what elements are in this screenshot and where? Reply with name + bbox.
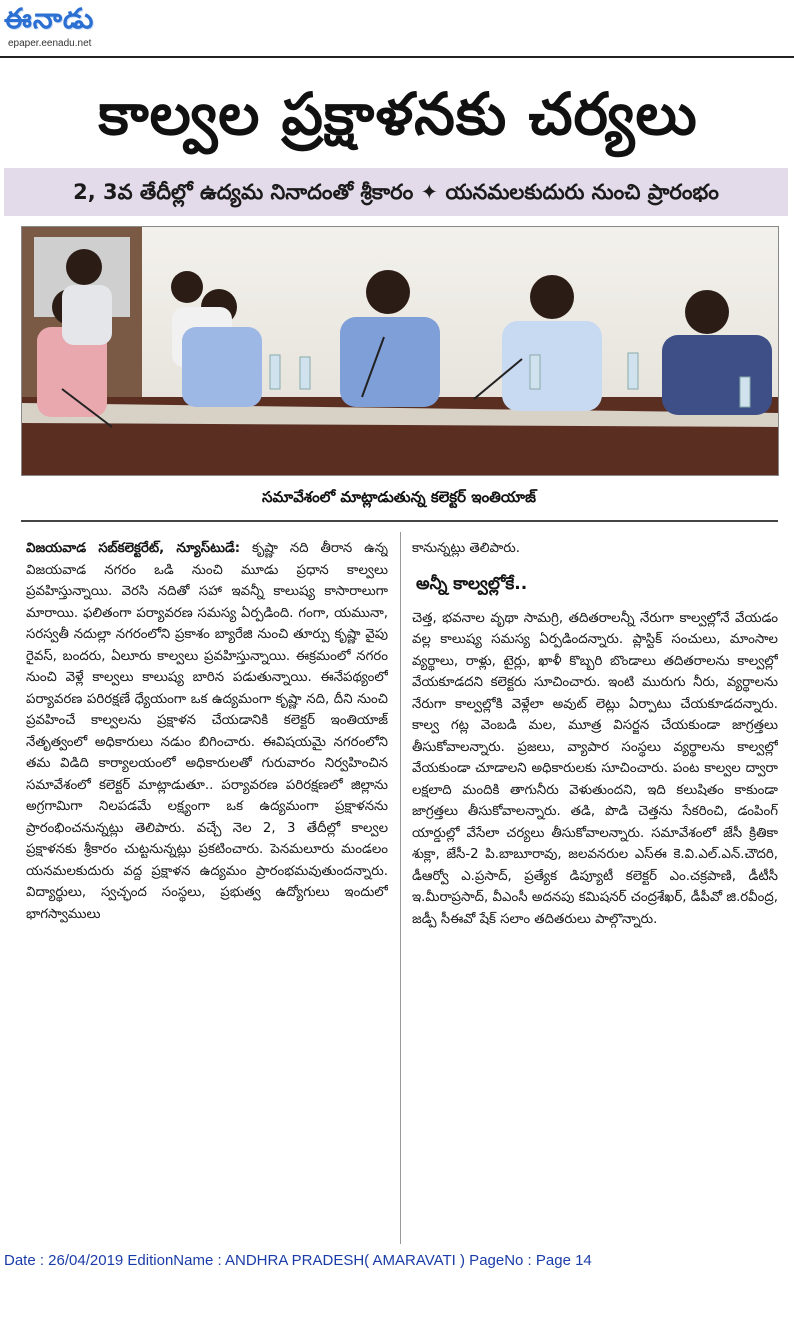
meeting-photo xyxy=(21,226,779,476)
edition-footer: Date : 26/04/2019 EditionName : ANDHRA PRADESH( AMARAVATI ) PageNo : Page 14 xyxy=(4,1252,592,1269)
article-body-right-lead: కానున్నట్లు తెలిపారు. xyxy=(412,541,520,556)
article-subheading: అన్నీ కాల్వల్లోకే.. xyxy=(416,573,528,594)
article-column-right xyxy=(412,538,778,1250)
epaper-url: epaper.eenadu.net xyxy=(8,38,92,49)
article-headline: కాల్వల ప్రక్షాళనకు చర్యలు xyxy=(98,80,698,148)
meeting-photo-illustration xyxy=(22,227,778,475)
subheadline-banner xyxy=(4,168,788,216)
article-body-right: చెత్త, భవనాల వృథా సామగ్రి, తదితరాలన్నీ నేరుగా కాల్వల్లోనే వేయడం వల్ల కాలుష్య సమస్య ఏర్పడిందన్నారు. ప్లాస్టిక్ సంచులు, మాంసాల వ్యర్థాలు, రాళ్లు, టైర్లు, ఖాళీ కొబ్బరి బొండాలు తదితరాలను కాల్వల్లో వేయకూడదని కలెక్టరు సూచించారు. ఇంటి మురుగు నీరు, వ్యర్థాలను నేరుగా కాల్వల్లోకి వెళ్లేలా అవుట్ లెట్లు ఏర్పాటు చేయకూడదన్నారు. కాల్వ గట్ల వెంబడి మల, మూత్ర విసర్జన చేయకుండా జాగ్రత్తలు తీసుకోవాలన్నారు. ప్రజలు, వ్యాపార సంస్థలు వ్యర్థాలను కాల్వల్లో వేయకుండా చూడాలని అధికారులకు సూచించారు. పంట కాల్వల ద్వారా లక్షలాది మందికి తాగునీరు వెళుతుందని, ఇది కలుషితం కాకుండా జాగ్రత్తలు తీసుకోవాలన్నారు. తడి, పొడి చెత్తను సేకరించి, డంపింగ్ యార్డుల్లో వేసేలా చర్యలు తీసుకోవాలన్నారు. సమావేశంలో జేసీ క్రితికా శుక్లా, జేసీ-2 పి.బాబూరావు, జలవనరుల ఎస్ఈ కె.వి.ఎల్.ఎన్.చౌదరి, డీఆర్వో ఎ.ప్రసాద్, ప్రత్యేక డిప్యూటీ కలెక్టర్ ఎం.చక్రపాణి, డీటీసీ ఇ.మీరాప్రసాద్, వీఎంసీ అదనపు కమిషనర్ చంద్రశేఖర్, డీపీవో జి.రవీంద్ర, జడ్పీ సీఈవో షేక్ సలాం తదితరులు పాల్గొన్నారు. xyxy=(412,610,778,927)
article-dateline: విజయవాడ సబ్‌కలెక్టరేట్, న్యూస్‌టుడే: xyxy=(26,541,241,556)
eenadu-logo: ఈనాడు xyxy=(4,2,95,35)
article-subheadline: 2, 3వ తేదీల్లో ఉద్యమ నినాదంతో శ్రీకారం ✦ యనమలకుదురు నుంచి ప్రారంభం xyxy=(73,180,719,204)
article-body-left: కృష్ణా నది తీరాన ఉన్న విజయవాడ నగరం ఒడి నుంచి మూడు ప్రధాన కాల్వలు ప్రవహిస్తున్నాయి. వెరసి నదితో సహా ఇవన్నీ కాలుష్య కాసారాలుగా మారాయి. ఫలితంగా పర్యావరణ సమస్య ఏర్పడింది. గంగా, యమునా, సరస్వతీ నదుల్లా నగరంలోని ప్రకాశం బ్యారేజి నుంచి తూర్పు కృష్ణా వైపు రైవస్, బందరు, ఏలూరు కాల్వలు ప్రవహిస్తున్నాయి. ఈక్రమంలో నగరం నుంచి వెళ్లే కాల్వలు కాలుష్య బారిన పడుతున్నాయి. ఈనేపథ్యంలో పర్యావరణ పరిరక్షణే ధ్యేయంగా ఒక ఉద్యమంగా కృష్ణా నది, దీని నుంచి ప్రవహించే కాల్వలను ప్రక్షాళన చేయడానికి కలెక్టర్ ఇంతియాజ్ నేతృత్వంలో అధికారులు నడుం బిగించారు. ఈవిషయమై నగరంలోని తమ విడిది కార్యాలయంలో అధికారులతో గురువారం నిర్వహించిన సమావేశంలో కలెక్టర్ మాట్లాడుతూ.. పర్యావరణ పరిరక్షణలో జిల్లాను అగ్రగామిగా నిలపడమే లక్ష్యంగా ఒక ఉద్యమంగా ప్రక్షాళనను ప్రారంభించనున్నట్లు తెలిపారు. వచ్చే నెల 2, 3 తేదీల్లో కాల్వల ప్రక్షాళనకు శ్రీకారం చుట్టనున్నట్లు ప్రకటించారు. పెనమలూరు మండలం యనమలకుదురు వద్ద ప్రక్షాళన ఉద్యమం ప్రారంభమవుతుందన్నారు. విద్యార్థులు, స్వచ్ఛంద సంస్థలు, ప్రభుత్వ ఉద్యోగులు ఇందులో భాగస్వాములు xyxy=(26,541,388,922)
masthead-rule xyxy=(0,56,794,58)
masthead-logo xyxy=(4,4,144,52)
photo-caption: సమావేశంలో మాట్లాడుతున్న కలెక్టర్ ఇంతియాజ్ xyxy=(262,488,536,506)
column-divider xyxy=(400,532,401,1244)
caption-rule xyxy=(21,520,778,522)
article-column-left xyxy=(26,538,388,1250)
